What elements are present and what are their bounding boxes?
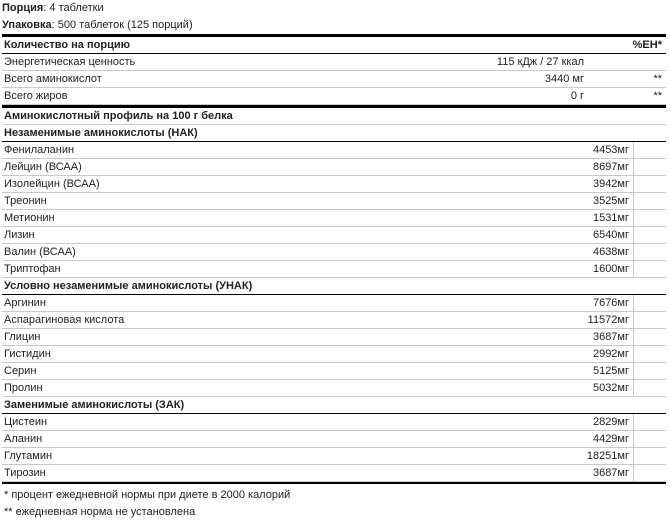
amino-value: 3687мг [592, 331, 629, 343]
amino-row [2, 448, 666, 465]
amino-row [2, 414, 666, 431]
amino-row [2, 312, 666, 329]
amino-value: 8697мг [592, 161, 629, 173]
per-serving-row-label: Всего жиров [4, 90, 68, 102]
amino-value: 3942мг [592, 178, 629, 190]
per-serving-row-value: 115 кДж / 27 ккал [496, 56, 584, 68]
amino-value: 2992мг [592, 348, 629, 360]
per-serving-row [2, 54, 666, 71]
amino-name: Валин (ВСАА) [4, 246, 76, 258]
amino-value: 4453мг [592, 144, 629, 156]
package-line [2, 17, 666, 34]
per-serving-row-label: Энергетическая ценность [4, 56, 136, 68]
footnote-not-established: ** ежедневная норма не установлена [4, 506, 196, 518]
amino-row [2, 431, 666, 448]
amino-row [2, 142, 666, 159]
amino-name: Аспарагиновая кислота [4, 314, 125, 326]
per-serving-row [2, 88, 666, 105]
amino-value-cell [374, 176, 634, 192]
amino-value: 6540мг [592, 229, 629, 241]
amino-value: 7676мг [592, 297, 629, 309]
amino-value-cell [374, 414, 634, 430]
section-title: Заменимые аминокислоты (ЗАК) [2, 397, 666, 414]
amino-value-cell [374, 159, 634, 175]
amino-value-cell [374, 465, 634, 481]
amino-value-cell [374, 346, 634, 362]
amino-value: 2829мг [592, 416, 629, 428]
amino-name: Аргинин [4, 297, 46, 309]
amino-row [2, 363, 666, 380]
amino-row [2, 329, 666, 346]
amino-row [2, 244, 666, 261]
amino-name: Триптофан [4, 263, 61, 275]
amino-value-cell [374, 227, 634, 243]
amino-row [2, 261, 666, 278]
amino-value: 11572мг [587, 314, 629, 326]
package-value: : 500 таблеток (125 порций) [51, 19, 193, 31]
amino-value: 4638мг [592, 246, 629, 258]
amino-value: 1600мг [592, 263, 629, 275]
per-serving-row-dv: ** [653, 73, 662, 85]
amino-row [2, 295, 666, 312]
amino-value: 5032мг [592, 382, 629, 394]
amino-value-cell [374, 193, 634, 209]
amino-name: Серин [4, 365, 37, 377]
amino-name: Глицин [4, 331, 41, 343]
amino-name: Фенилаланин [4, 144, 75, 156]
amino-name: Лизин [4, 229, 35, 241]
per-serving-row-dv: ** [653, 90, 662, 102]
amino-row [2, 193, 666, 210]
amino-value-cell [374, 431, 634, 447]
per-serving-header [2, 37, 666, 54]
footnote-daily-value: * процент ежедневной нормы при диете в 2000 калорий [4, 489, 291, 501]
per-serving-rows [2, 54, 666, 105]
amino-name: Тирозин [4, 467, 46, 479]
amino-value: 3525мг [592, 195, 629, 207]
amino-value-cell [374, 448, 634, 464]
amino-row [2, 227, 666, 244]
amino-value: 3687мг [592, 467, 629, 479]
amino-value: 4429мг [592, 433, 629, 445]
amino-value-cell [374, 312, 634, 328]
amino-value-cell [374, 295, 634, 311]
per-serving-row [2, 71, 666, 88]
amino-name: Изолейцин (ВСАА) [4, 178, 100, 190]
amino-value-cell [374, 380, 634, 396]
amino-value: 18251мг [586, 450, 629, 462]
serving-label: Порция [2, 2, 44, 14]
amino-name: Лейцин (ВСАА) [4, 161, 82, 173]
amino-value: 5125мг [592, 365, 629, 377]
amino-row [2, 346, 666, 363]
serving-line [2, 0, 666, 17]
amino-row [2, 176, 666, 193]
amino-name: Пролин [4, 382, 43, 394]
section-title: Незаменимые аминокислоты (НАК) [2, 125, 666, 142]
amino-name: Метионин [4, 212, 55, 224]
amino-sections [2, 125, 666, 482]
amino-name: Цистеин [4, 416, 48, 428]
amino-name: Гистидин [4, 348, 51, 360]
daily-value-header: %ЕН* [632, 39, 662, 51]
per-serving-header-label: Количество на порцию [4, 39, 130, 51]
amino-name: Аланин [4, 433, 43, 445]
footnotes [2, 487, 666, 521]
amino-value-cell [374, 261, 634, 277]
amino-row [2, 159, 666, 176]
amino-value-cell [374, 329, 634, 345]
amino-value-cell [374, 363, 634, 379]
amino-name: Глутамин [4, 450, 53, 462]
amino-value-cell [374, 142, 634, 158]
section-title: Условно незаменимые аминокислоты (УНАК) [2, 278, 666, 295]
amino-value-cell [374, 244, 634, 260]
amino-value-cell [374, 210, 634, 226]
profile-title: Аминокислотный профиль на 100 г белка [2, 108, 666, 125]
amino-row [2, 465, 666, 482]
per-serving-row-value: 0 г [570, 90, 584, 102]
amino-value: 1531мг [592, 212, 629, 224]
amino-row [2, 210, 666, 227]
per-serving-row-label: Всего аминокислот [4, 73, 102, 85]
per-serving-row-value: 3440 мг [544, 73, 584, 85]
amino-row [2, 380, 666, 397]
package-label: Упаковка [2, 19, 52, 31]
serving-value: : 4 таблетки [43, 2, 104, 14]
amino-name: Треонин [4, 195, 47, 207]
